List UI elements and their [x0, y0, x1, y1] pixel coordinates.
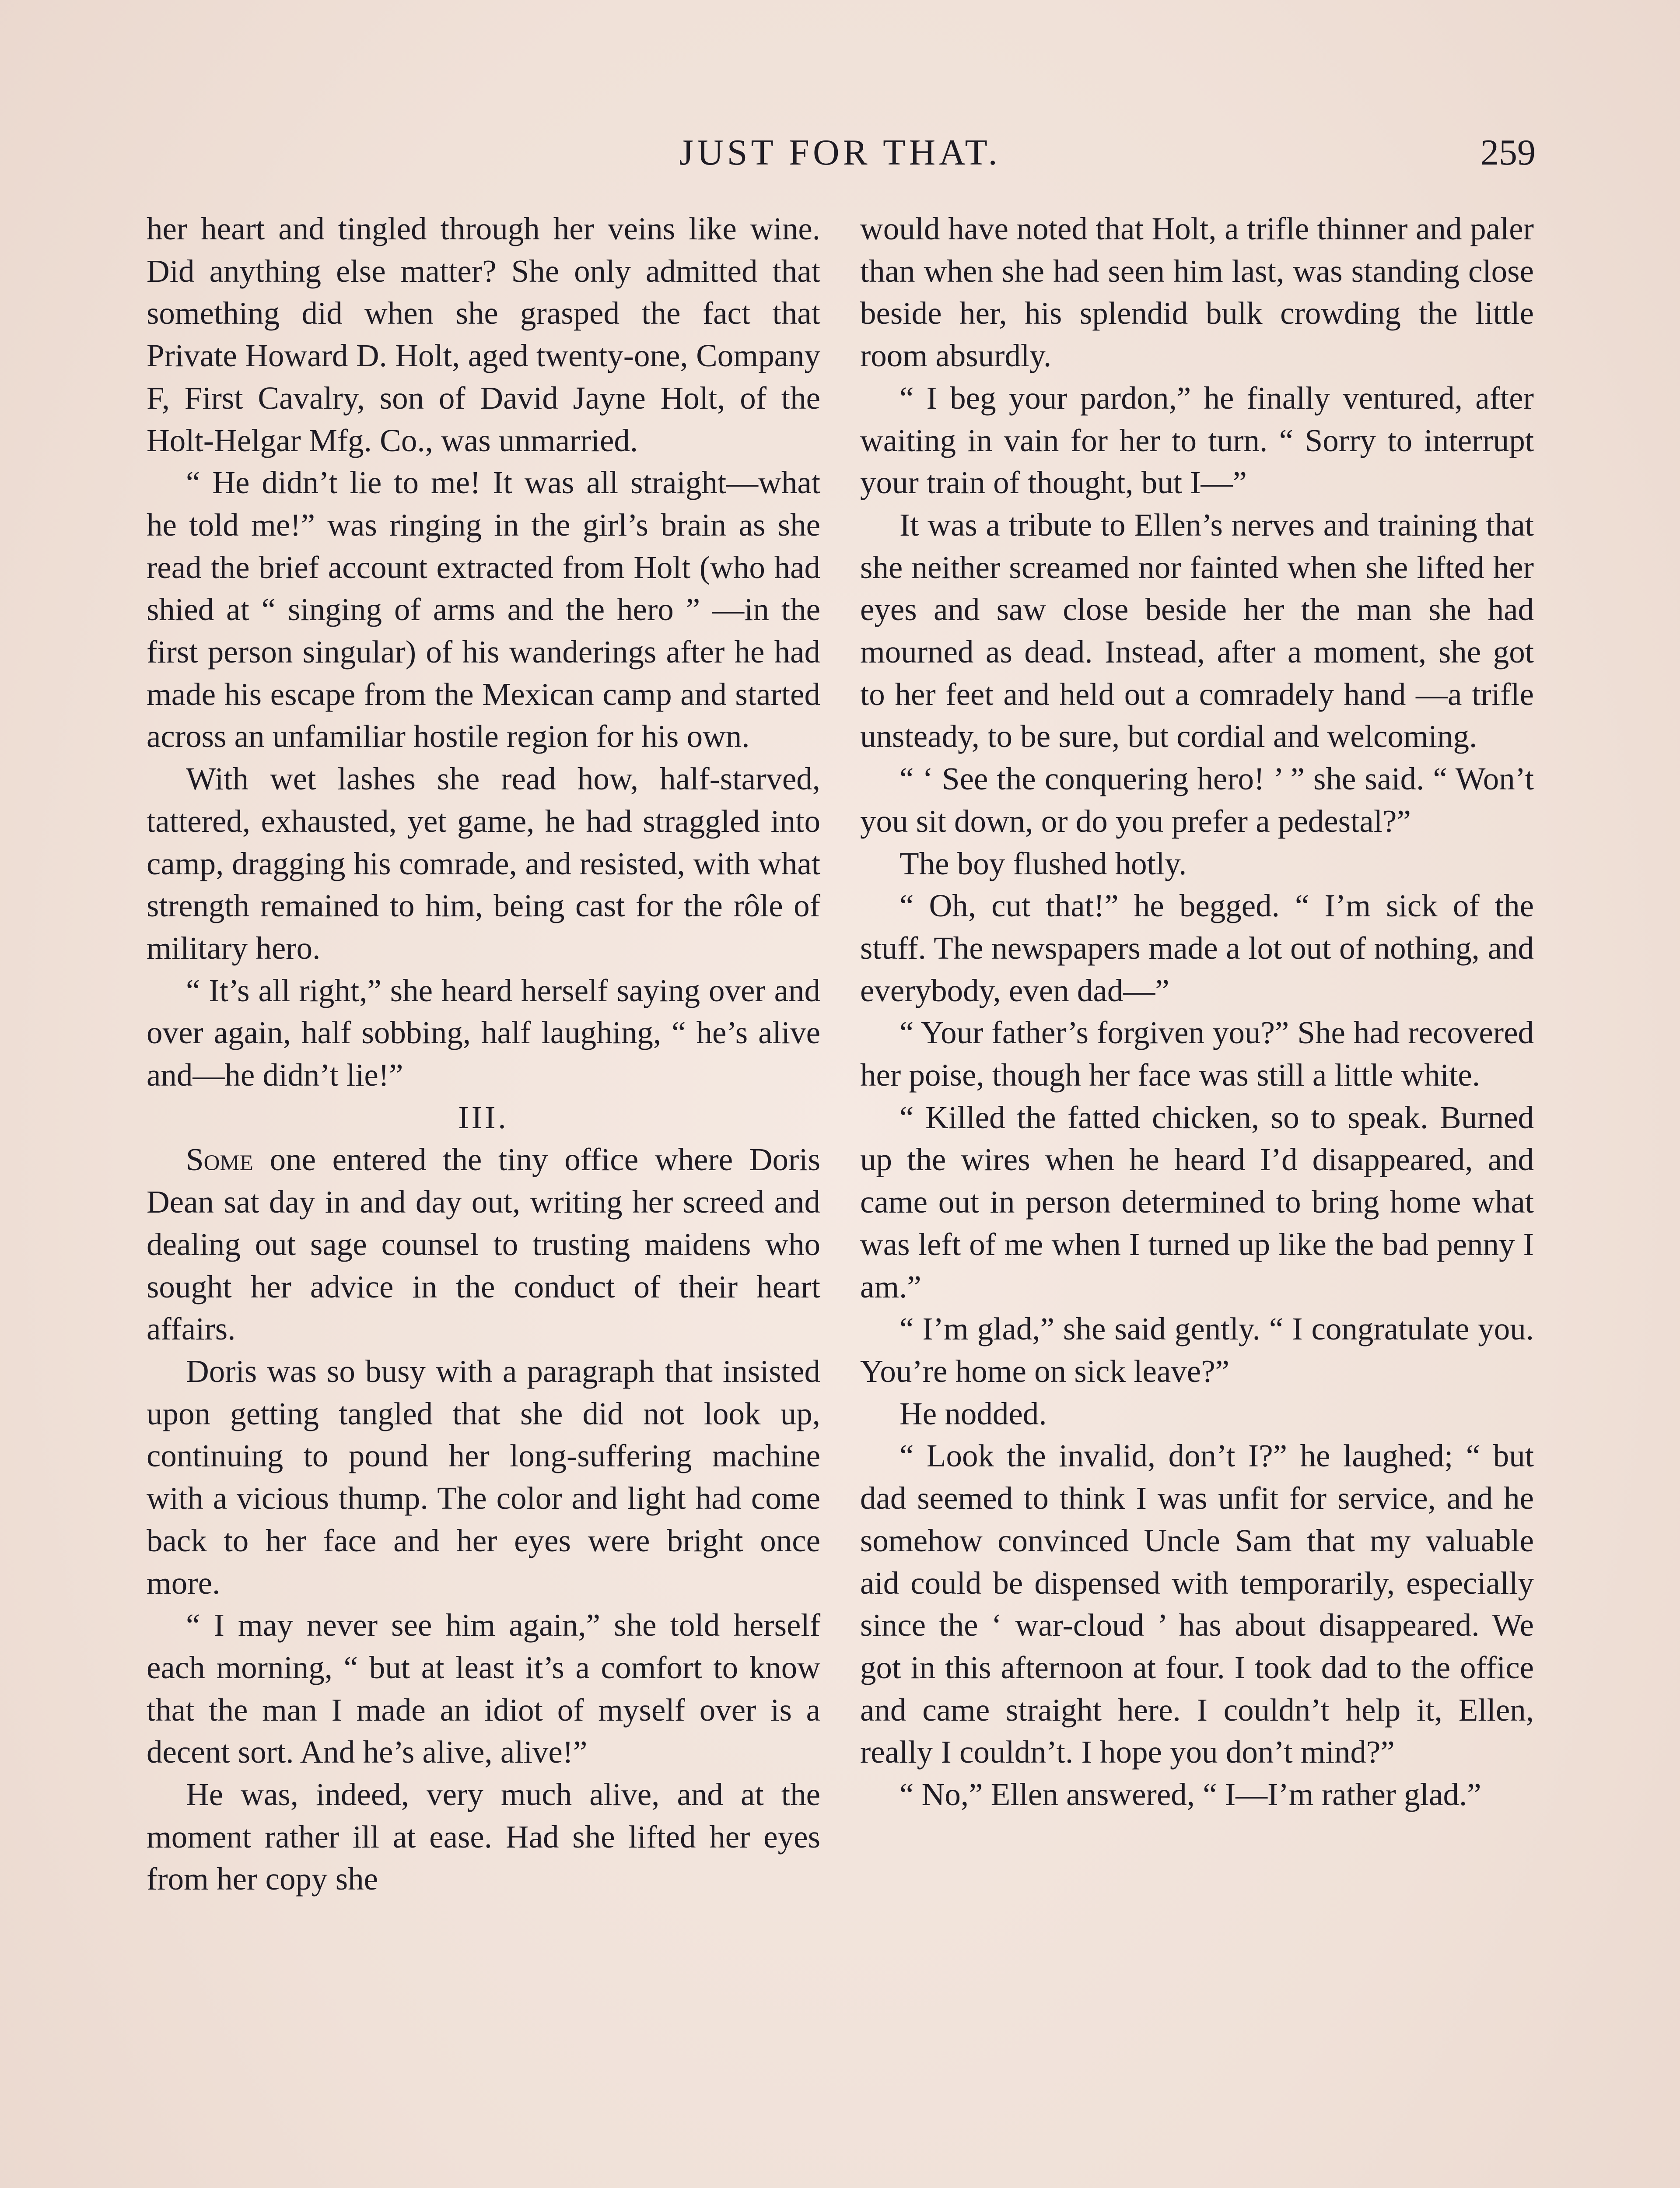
paragraph [147, 1139, 820, 1350]
paragraph: The boy flushed hotly. [900, 845, 1187, 881]
paragraph-text: one entered the tiny office where Doris Dean sat day in and day out, writing her screed and dealing out sage counsel to trusting maidens who sought her advice in the conduct of their heart affairs. [147, 1142, 820, 1347]
paragraph: “ I may never see him again,” she told herself each morning, “ but at least it’s a comfort to know that the man I made an idiot of myself over is a decent sort. And he’s alive, alive!” [147, 1607, 820, 1770]
small-caps-opening: Some [186, 1142, 253, 1178]
running-title: JUST FOR THAT. [679, 132, 1001, 173]
paragraph: He was, indeed, very much alive, and at the moment rather ill at ease. Had she lifted her eyes from her copy she [147, 1777, 820, 1897]
paragraph: “ Your father’s forgiven you?” She had recovered her poise, though her face was still a little white. [860, 1015, 1534, 1093]
paragraph: “ It’s all right,” she heard herself saying over and over again, half sobbing, half laughing, “ he’s alive and—he didn’t lie!” [147, 972, 820, 1093]
paragraph: “ ‘ See the conquering hero! ’ ” she said. “ Won’t you sit down, or do you prefer a pedestal?” [860, 761, 1534, 839]
paragraph: would have noted that Holt, a trifle thinner and paler than when she had seen him last, was standing close beside her, his splendid bulk crowding the little room absurdly. [860, 211, 1534, 374]
paragraph: “ I’m glad,” she said gently. “ I congratulate you. You’re home on sick leave?” [860, 1311, 1534, 1389]
paragraph: He nodded. [900, 1396, 1047, 1431]
paragraph: “ Killed the fatted chicken, so to speak. Burned up the wires when he heard I’d disappeared, and came out in person determined to bring home what was left of me when I turned up like the bad penny I am.” [860, 1099, 1534, 1304]
paragraph: her heart and tingled through her veins like wine. Did anything else matter? She only admitted that something did when she grasped the fact that Private Howard D. Holt, aged twenty-one, Company F, First Cavalry, son of David Jayne Holt, of the Holt-Helgar Mfg. Co., was unmarried. [147, 211, 820, 458]
paragraph: With wet lashes she read how, half-starved, tattered, exhausted, yet game, he had straggled into camp, dragging his comrade, and resisted, with what strength remained to him, being cast for the rôle of military hero. [147, 761, 820, 966]
page-header [144, 131, 1536, 179]
page-number: 259 [1480, 132, 1536, 173]
section-heading: III. [458, 1099, 509, 1135]
paragraph: “ He didn’t lie to me! It was all straight—what he told me!” was ringing in the girl’s brain as she read the brief account extracted from Holt (who had shied at “ singing of arms and the hero ” —in the first person singular) of his wanderings after he had made his escape from the Mexican camp and started across an unfamiliar hostile region for his own. [147, 465, 820, 754]
paragraph: “ I beg your pardon,” he finally ventured, after waiting in vain for her to turn. “ Sorry to interrupt your train of thought, but I—” [860, 380, 1534, 501]
paragraph: Doris was so busy with a paragraph that insisted upon getting tangled that she did not look up, continuing to pound her long-suffering machine with a vicious thump. The color and light had come back to her face and her eyes were bright once more. [147, 1353, 820, 1601]
left-column [147, 208, 820, 1900]
right-column [860, 208, 1534, 1816]
paragraph: “ No,” Ellen answered, “ I—I’m rather glad.” [900, 1777, 1481, 1813]
paragraph: It was a tribute to Ellen’s nerves and training that she neither screamed nor fainted when she lifted her eyes and saw close beside her the man she had mourned as dead. Instead, after a moment, she got to her feet and held out a comradely hand —a trifle unsteady, to be sure, but cordial and welcoming. [860, 507, 1534, 754]
paragraph: “ Oh, cut that!” he begged. “ I’m sick of the stuff. The newspapers made a lot out of nothing, and everybody, even dad—” [860, 888, 1534, 1008]
paragraph: “ Look the invalid, don’t I?” he laughed; “ but dad seemed to think I was unfit for service, and he somehow convinced Uncle Sam that my valuable aid could be dispensed with temporarily, especially since the ‘ war-cloud ’ has about disappeared. We got in this afternoon at four. I took dad to the office and came straight here. I couldn’t help it, Ellen, really I couldn’t. I hope you don’t mind?” [860, 1438, 1534, 1770]
